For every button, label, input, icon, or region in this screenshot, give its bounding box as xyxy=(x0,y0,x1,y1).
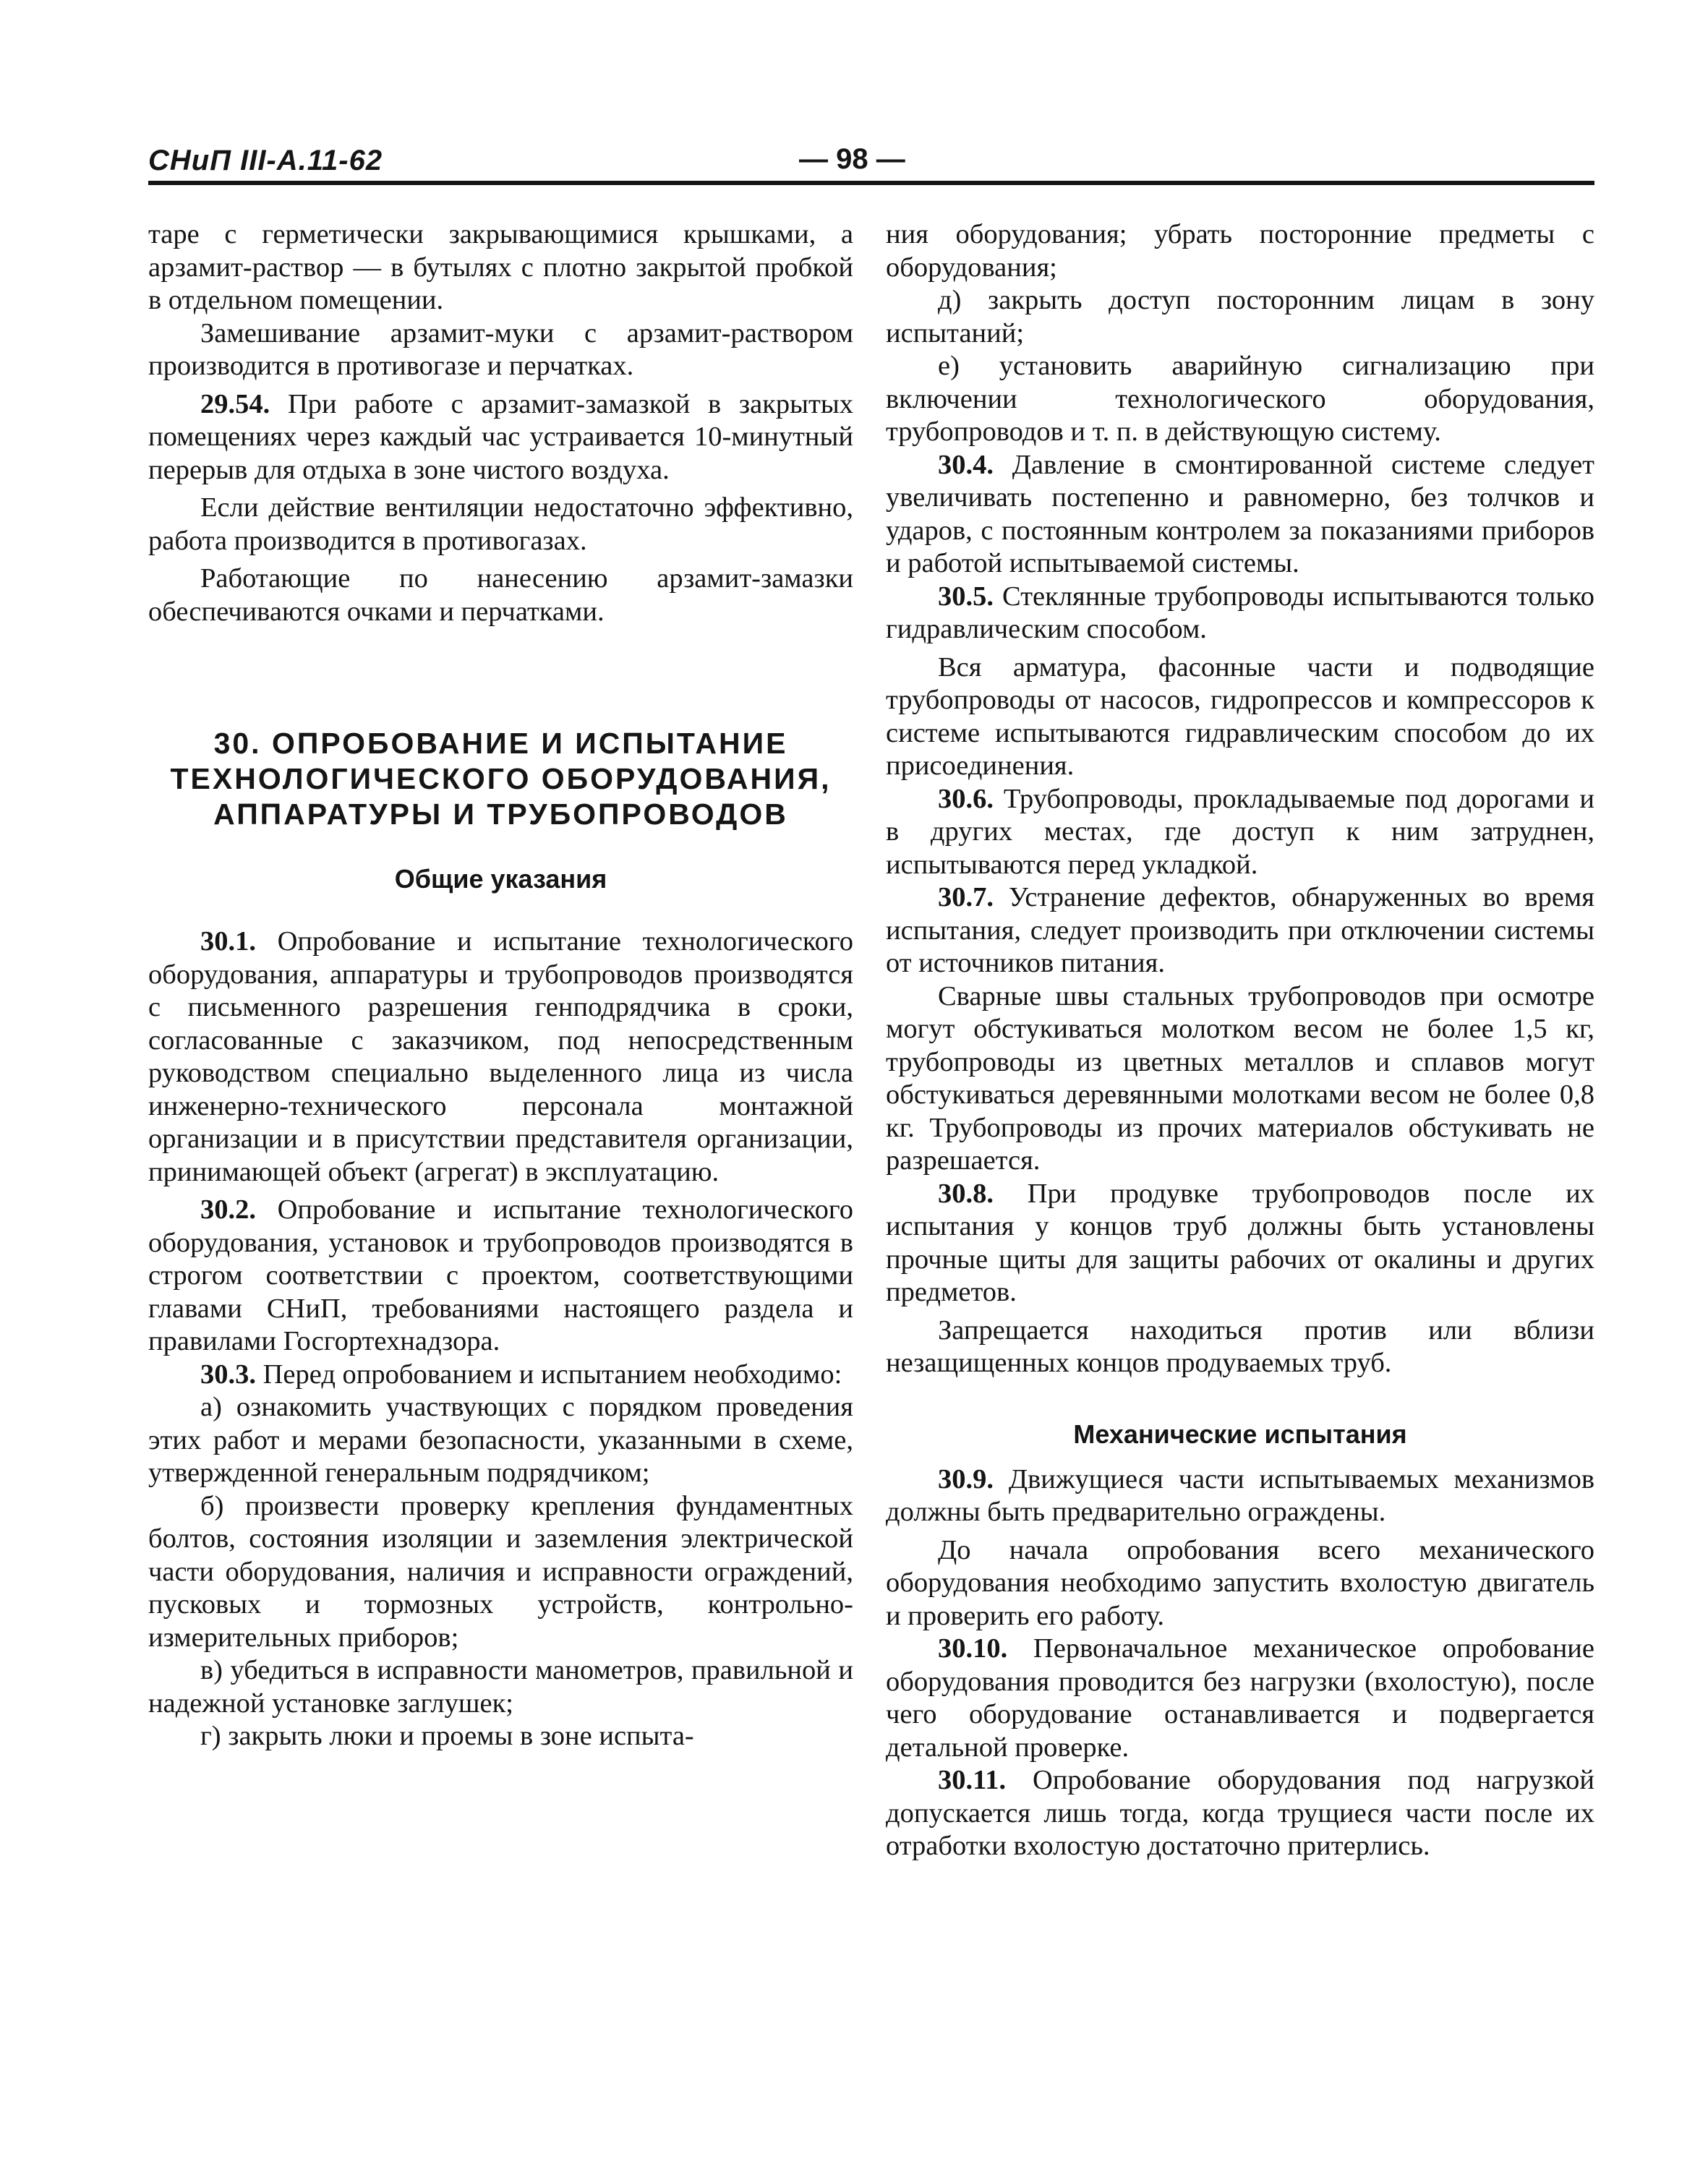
clause-text: Опробование и испытание технологического оборудования, аппаратуры и трубопроводов производятся с письменного разрешения генподрядчика в сроки, согласованные с заказчиком, под непосредственным руководством специально выделенного лица из числа инженерно-технического персонала монтажной организации и в присутствии представителя организации, принимающей объект (агрегат) в эксплуатацию. xyxy=(148,926,853,1187)
clause-text: Опробование оборудования под нагрузкой допускается лишь тогда, когда трущиеся части после их отработки вхолостую достаточно притерлись. xyxy=(886,1765,1594,1861)
clause-30-4 xyxy=(886,449,1594,581)
clause-number: 30.5. xyxy=(938,581,994,612)
paragraph: Замешивание арзамит-муки с арзамит-раствором производится в противогазе и перчатках. xyxy=(148,317,853,381)
clause-30-3 xyxy=(148,1359,853,1392)
clause-number: 30.11. xyxy=(938,1765,1007,1795)
paragraph: Если действие вентиляции недостаточно эффективно, работа производится в противогазах. xyxy=(148,492,853,556)
clause-number: 30.3. xyxy=(200,1359,256,1390)
clause-text: При продувке трубопроводов после их испытания у концов труб должны быть установлены прочные щиты для защиты рабочих от окалины и других предметов. xyxy=(886,1178,1594,1307)
clause-30-7 xyxy=(886,881,1594,980)
clause-text: Трубопроводы, прокладываемые под дорогами и в других местах, где доступ к ним затруднен, испытываются перед укладкой. xyxy=(886,783,1594,880)
paragraph: Запрещается находиться против или вблизи незащищенных концов продуваемых труб. xyxy=(886,1314,1594,1378)
clause-30-1 xyxy=(148,925,853,1189)
list-item-g: г) закрыть люки и проемы в зоне испыта- xyxy=(200,1721,694,1751)
clause-30-2 xyxy=(148,1194,853,1359)
clause-text: При работе с арзамит-замазкой в закрытых помещениях через каждый час устраивается 10-минутный перерыв для отдыха в зоне чистого воздуха. xyxy=(148,388,853,485)
clause-30-8 xyxy=(886,1178,1594,1309)
clause-29-54 xyxy=(148,388,853,487)
list-item-d: д) закрыть доступ посторонним лицам в зону испытаний; xyxy=(886,285,1594,348)
section-title-line: 30. ОПРОБОВАНИЕ И ИСПЫТАНИЕ xyxy=(213,727,788,760)
section-title-line: АППАРАТУРЫ И ТРУБОПРОВОДОВ xyxy=(213,797,788,831)
clause-text: Устранение дефектов, обнаруженных во время испытания, следует производить при отключении системы от источников питания. xyxy=(886,882,1594,978)
section-title-line: ТЕХНОЛОГИЧЕСКОГО ОБОРУДОВАНИЯ, xyxy=(170,762,832,795)
paragraph: Вся арматура, фасонные части и подводящие трубопроводы от насосов, гидропрессов и компрессоров к системе испытываются гидравлическим способом до их присоединения. xyxy=(886,651,1594,781)
right-column xyxy=(886,218,1594,1863)
clause-number: 30.7. xyxy=(938,882,994,912)
clause-text: Стеклянные трубопроводы испытываются только гидравлическим способом. xyxy=(886,581,1594,644)
paragraph: До начала опробования всего механического оборудования необходимо запустить вхолостую двигатель и проверить его работу. xyxy=(886,1534,1594,1631)
clause-30-9 xyxy=(886,1463,1594,1529)
clause-number: 30.1. xyxy=(200,926,256,957)
clause-text: Движущиеся части испытываемых механизмов должны быть предварительно ограждены. xyxy=(886,1463,1594,1527)
clause-number: 29.54. xyxy=(200,388,270,419)
paragraph: Работающие по нанесению арзамит-замазки обеспечиваются очками и перчатками. xyxy=(148,563,853,627)
list-item-v: в) убедиться в исправности манометров, правильной и надежной установке заглушек; xyxy=(148,1655,853,1719)
clause-30-10 xyxy=(886,1633,1594,1764)
paragraph: Сварные швы стальных трубопроводов при осмотре могут обстукиваться молотком весом не более 1,5 кг, трубопроводы из цветных металлов и сплавов могут обстукиваться деревянными молотками весом не более 0,8 кг. Трубопроводы из прочих материалов обстукивать не разрешается. xyxy=(886,980,1594,1176)
clause-30-11 xyxy=(886,1764,1594,1863)
clause-text: Давление в смонтированной системе следует увеличивать постепенно и равномерно, без толчков и ударов, с постоянным контролем за показаниями приборов и работой испытываемой системы. xyxy=(886,449,1594,578)
list-item-b: б) произвести проверку крепления фундаментных болтов, состояния изоляции и заземления электрической части оборудования, наличия и исправности ограждений, пусковых и тормозных устройств, контрольно-измерительных приборов; xyxy=(148,1490,853,1653)
clause-number: 30.8. xyxy=(938,1178,994,1209)
clause-number: 30.2. xyxy=(200,1194,256,1225)
clause-number: 30.9. xyxy=(938,1463,994,1494)
paragraph: ния оборудования; убрать посторонние предметы с оборудования; xyxy=(886,219,1594,283)
list-item-a: а) ознакомить участвующих с порядком проведения этих работ и мерами безопасности, указанными в схеме, утвержденной генеральным подрядчиком; xyxy=(148,1392,853,1488)
header-rule xyxy=(148,181,1594,185)
clause-text: Перед опробованием и испытанием необходимо: xyxy=(256,1359,842,1390)
clause-30-6 xyxy=(886,783,1594,882)
list-item-e: е) установить аварийную сигнализацию при включении технологического оборудования, трубопроводов и т. п. в действующую систему. xyxy=(886,351,1594,447)
page-number: — 98 — xyxy=(799,143,905,175)
left-column xyxy=(148,218,853,1753)
clause-number: 30.6. xyxy=(938,783,994,814)
clause-30-5 xyxy=(886,581,1594,646)
clause-number: 30.4. xyxy=(938,449,994,480)
paragraph: таре с герметически закрывающимися крышками, а арзамит-раствор — в бутылях с плотно закрытой пробкой в отдельном помещении. xyxy=(148,219,853,315)
section-title xyxy=(148,726,853,832)
subheading-general: Общие указания xyxy=(394,864,607,894)
clause-text: Опробование и испытание технологического оборудования, установок и трубопроводов производятся в строгом соответствии с проектом, соответствующими главами СНиП, требованиями настоящего раздела и правилами Госгортехнадзора. xyxy=(148,1194,853,1356)
subheading-mechanical: Механические испытания xyxy=(1073,1419,1407,1449)
clause-text: Первоначальное механическое опробование оборудования проводится без нагрузки (вхолостую), после чего оборудование останавливается и подвергается детальной проверке. xyxy=(886,1633,1594,1763)
document-code: СНиП III-А.11-62 xyxy=(148,145,383,176)
clause-number: 30.10. xyxy=(938,1633,1008,1664)
